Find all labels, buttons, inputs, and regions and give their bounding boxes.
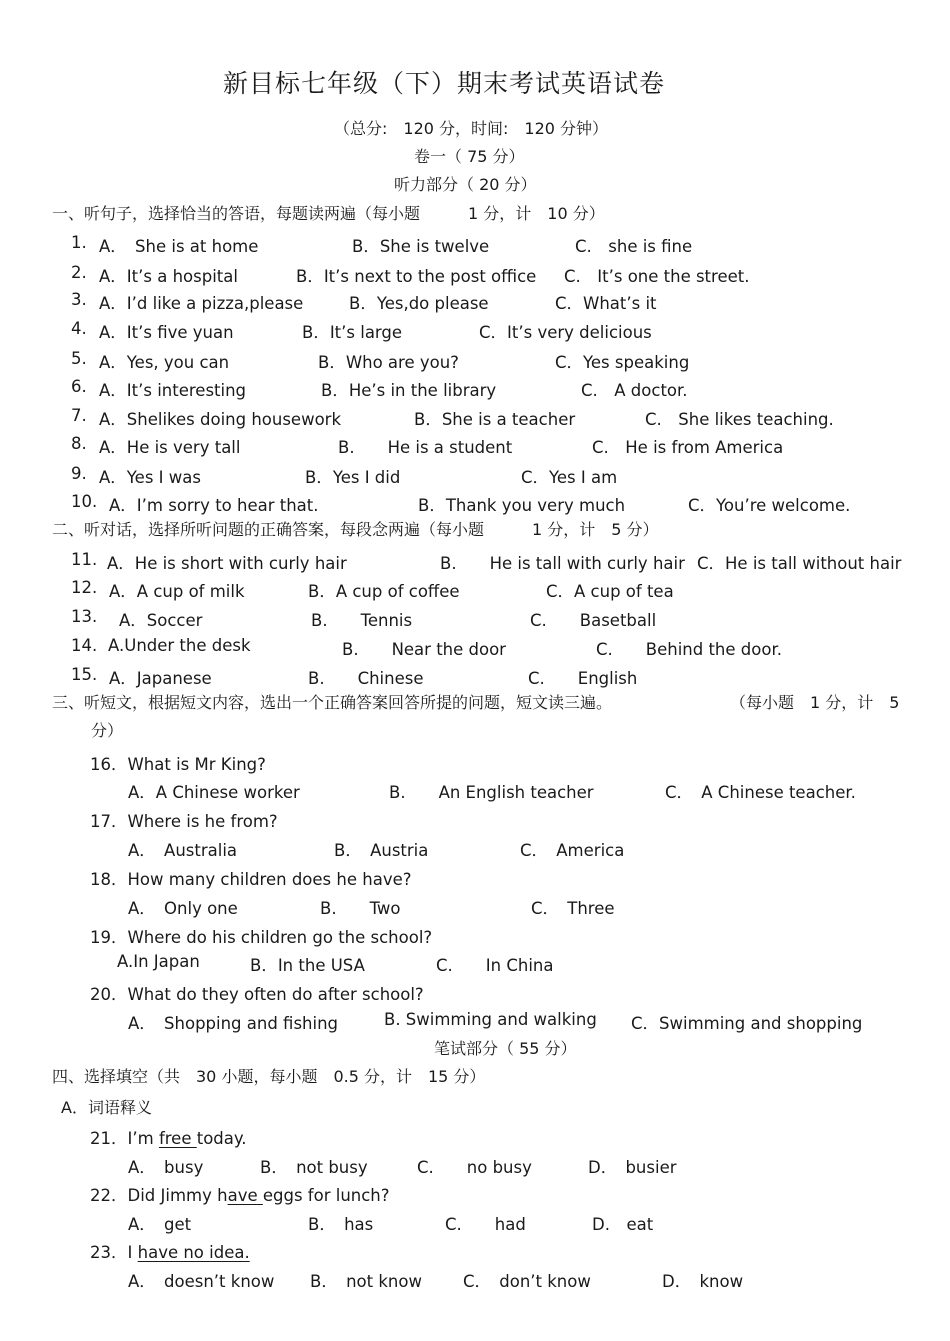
q23-option-a: A． doesn’t know xyxy=(128,1272,275,1291)
q20-option-c: C．Swimming and shopping xyxy=(631,1014,863,1033)
q9-option-b: B．Yes I did xyxy=(305,468,401,487)
q12-option-c: C．A cup of tea xyxy=(546,582,674,601)
section2-heading: 二、听对话，选择所听问题的正确答案，每段念两遍（每小题 1 分，计 5 分） xyxy=(52,520,659,539)
q4-option-c: C．It’s very delicious xyxy=(479,323,652,342)
q9-option-c: C．Yes I am xyxy=(521,468,618,487)
q20-option-a: A． Shopping and fishing xyxy=(128,1014,339,1033)
q16-text: 16．What is Mr King? xyxy=(90,755,266,774)
q23-option-b: B． not know xyxy=(310,1272,422,1291)
q5-number: 5. xyxy=(71,349,87,368)
q18-option-c: C． Three xyxy=(531,899,615,918)
q4-option-a: A．It’s five yuan xyxy=(99,323,234,342)
q21-option-b: B． not busy xyxy=(260,1158,368,1177)
q8-number: 8. xyxy=(71,434,87,453)
q22-option-a: A． get xyxy=(128,1215,192,1234)
q21-stem xyxy=(90,1125,247,1149)
q17-option-a: A． Australia xyxy=(128,841,238,860)
q6-option-b: B．He’s in the library xyxy=(321,381,497,400)
q9-option-a: A．Yes I was xyxy=(99,468,201,487)
q9-number: 9. xyxy=(71,464,87,483)
q23-option-d: D． know xyxy=(662,1272,744,1291)
q12-number: 12. xyxy=(71,578,98,597)
section4-heading: 四、选择填空（共 30 小题，每小题 0.5 分，计 15 分） xyxy=(52,1067,486,1086)
q8-option-a: A．He is very tall xyxy=(99,438,241,457)
q15-option-c: C. English xyxy=(528,669,638,688)
q22-stem xyxy=(90,1182,390,1206)
q10-option-a: A．I’m sorry to hear that. xyxy=(109,496,319,515)
q22-option-b: B． has xyxy=(308,1215,374,1234)
q16-option-c: C． A Chinese teacher. xyxy=(665,783,856,802)
q7-option-a: A．Shelikes doing housework xyxy=(99,410,342,429)
q13-option-c: C. Basetball xyxy=(530,611,657,630)
q6-option-c: C. A doctor. xyxy=(581,381,688,400)
q10-option-c: C．You’re welcome. xyxy=(688,496,851,515)
q7-number: 7. xyxy=(71,406,87,425)
q1-option-a: A． She is at home xyxy=(99,237,259,256)
q19-option-c: C. In China xyxy=(436,956,554,975)
q2-option-c: C. It’s one the street. xyxy=(564,267,750,286)
q18-option-b: B. Two xyxy=(320,899,401,918)
q14-option-a: A.Under the desk xyxy=(108,636,251,655)
q15-option-a: A．Japanese xyxy=(109,669,212,688)
q23-underlined: have no idea. xyxy=(137,1243,250,1262)
section1-heading: 一、听句子，选择恰当的答语，每题读两遍（每小题 1 分，计 10 分） xyxy=(52,204,605,223)
section3-heading: 三、听短文，根据短文内容，选出一个正确答案回答所提的问题，短文读三遍。 xyxy=(52,693,613,712)
q8-option-b: B. He is a student xyxy=(338,438,513,457)
q6-option-a: A．It’s interesting xyxy=(99,381,247,400)
q2-number: 2. xyxy=(71,263,87,282)
q4-option-b: B．It’s large xyxy=(302,323,403,342)
q21-text-pre: I’m xyxy=(127,1129,159,1148)
q3-number: 3. xyxy=(71,290,87,309)
q16-option-b: B. An English teacher xyxy=(389,783,594,802)
q23-option-c: C． don’t know xyxy=(463,1272,591,1291)
q23-number: 23． xyxy=(90,1243,128,1262)
q7-option-b: B．She is a teacher xyxy=(414,410,576,429)
section3-score-tail: 分） xyxy=(91,721,124,740)
q21-option-a: A． busy xyxy=(128,1158,204,1177)
q12-option-a: A．A cup of milk xyxy=(109,582,245,601)
q15-option-b: B. Chinese xyxy=(308,669,424,688)
section3-score-note: （每小题 1 分，计 5 xyxy=(730,693,900,712)
q22-text-pre: Did Jimmy h xyxy=(127,1186,228,1205)
section4-subheading: A．词语释义 xyxy=(61,1098,152,1117)
score-time-note: （总分: 120 分，时间: 120 分钟） xyxy=(334,119,609,138)
q7-option-c: C. She likes teaching. xyxy=(645,410,834,429)
q14-option-b: B. Near the door xyxy=(342,640,506,659)
q13-number: 13. xyxy=(71,607,98,626)
q19-option-b: B．In the USA xyxy=(250,956,365,975)
q18-option-a: A． Only one xyxy=(128,899,238,918)
q11-option-a: A．He is short with curly hair xyxy=(107,554,347,573)
q22-option-d: D. eat xyxy=(592,1215,654,1234)
written-part-label: 笔试部分（ 55 分） xyxy=(434,1039,577,1058)
q6-number: 6. xyxy=(71,377,87,396)
q1-option-c: C. she is fine xyxy=(575,237,693,256)
q2-option-a: A．It’s a hospital xyxy=(99,267,238,286)
q22-text-post: eggs for lunch? xyxy=(262,1186,390,1205)
q17-option-b: B． Austria xyxy=(334,841,429,860)
q23-text-pre: I xyxy=(127,1243,138,1262)
q5-option-b: B．Who are you? xyxy=(318,353,459,372)
q2-option-b: B．It’s next to the post office xyxy=(296,267,537,286)
q3-option-b: B．Yes,do please xyxy=(349,294,489,313)
q14-number: 14. xyxy=(71,636,98,655)
q3-option-a: A．I’d like a pizza,please xyxy=(99,294,304,313)
q21-number: 21． xyxy=(90,1129,128,1148)
q12-option-b: B．A cup of coffee xyxy=(308,582,460,601)
page-title: 新目标七年级（下）期末考试英语试卷 xyxy=(223,69,666,98)
q16-option-a: A．A Chinese worker xyxy=(128,783,300,802)
q20-option-b: B. Swimming and walking xyxy=(384,1010,597,1029)
q1-option-b: B．She is twelve xyxy=(352,237,490,256)
volume-label: 卷一（ 75 分） xyxy=(414,147,525,166)
q17-text: 17．Where is he from? xyxy=(90,812,278,831)
q21-option-c: C. no busy xyxy=(417,1158,532,1177)
q5-option-c: C．Yes speaking xyxy=(555,353,690,372)
q22-option-c: C. had xyxy=(445,1215,526,1234)
q10-number: 10. xyxy=(71,492,98,511)
q13-option-b: B. Tennis xyxy=(311,611,413,630)
q21-underlined: free xyxy=(158,1129,197,1148)
q21-option-d: D． busier xyxy=(588,1158,677,1177)
q19-option-a: A.In Japan xyxy=(117,952,200,971)
q14-option-c: C. Behind the door. xyxy=(596,640,782,659)
q22-underlined: ave xyxy=(227,1186,263,1205)
q19-text: 19．Where do his children go the school? xyxy=(90,928,433,947)
q1-number: 1. xyxy=(71,233,87,252)
q4-number: 4. xyxy=(71,319,87,338)
q20-text: 20．What do they often do after school? xyxy=(90,985,424,1004)
q5-option-a: A．Yes, you can xyxy=(99,353,230,372)
q11-number: 11. xyxy=(71,550,98,569)
q10-option-b: B．Thank you very much xyxy=(418,496,626,515)
q22-number: 22． xyxy=(90,1186,128,1205)
listening-part-label: 听力部分（ 20 分） xyxy=(394,175,537,194)
q11-option-c: C．He is tall without hair xyxy=(697,554,902,573)
q3-option-c: C．What’s it xyxy=(555,294,657,313)
q8-option-c: C. He is from America xyxy=(592,438,784,457)
q17-option-c: C． America xyxy=(520,841,625,860)
q11-option-b: B. He is tall with curly hair xyxy=(440,554,685,573)
q18-text: 18．How many children does he have? xyxy=(90,870,412,889)
q21-text-post: today. xyxy=(196,1129,247,1148)
q23-stem xyxy=(90,1239,250,1263)
q15-number: 15. xyxy=(71,665,98,684)
q13-option-a: A．Soccer xyxy=(119,611,203,630)
